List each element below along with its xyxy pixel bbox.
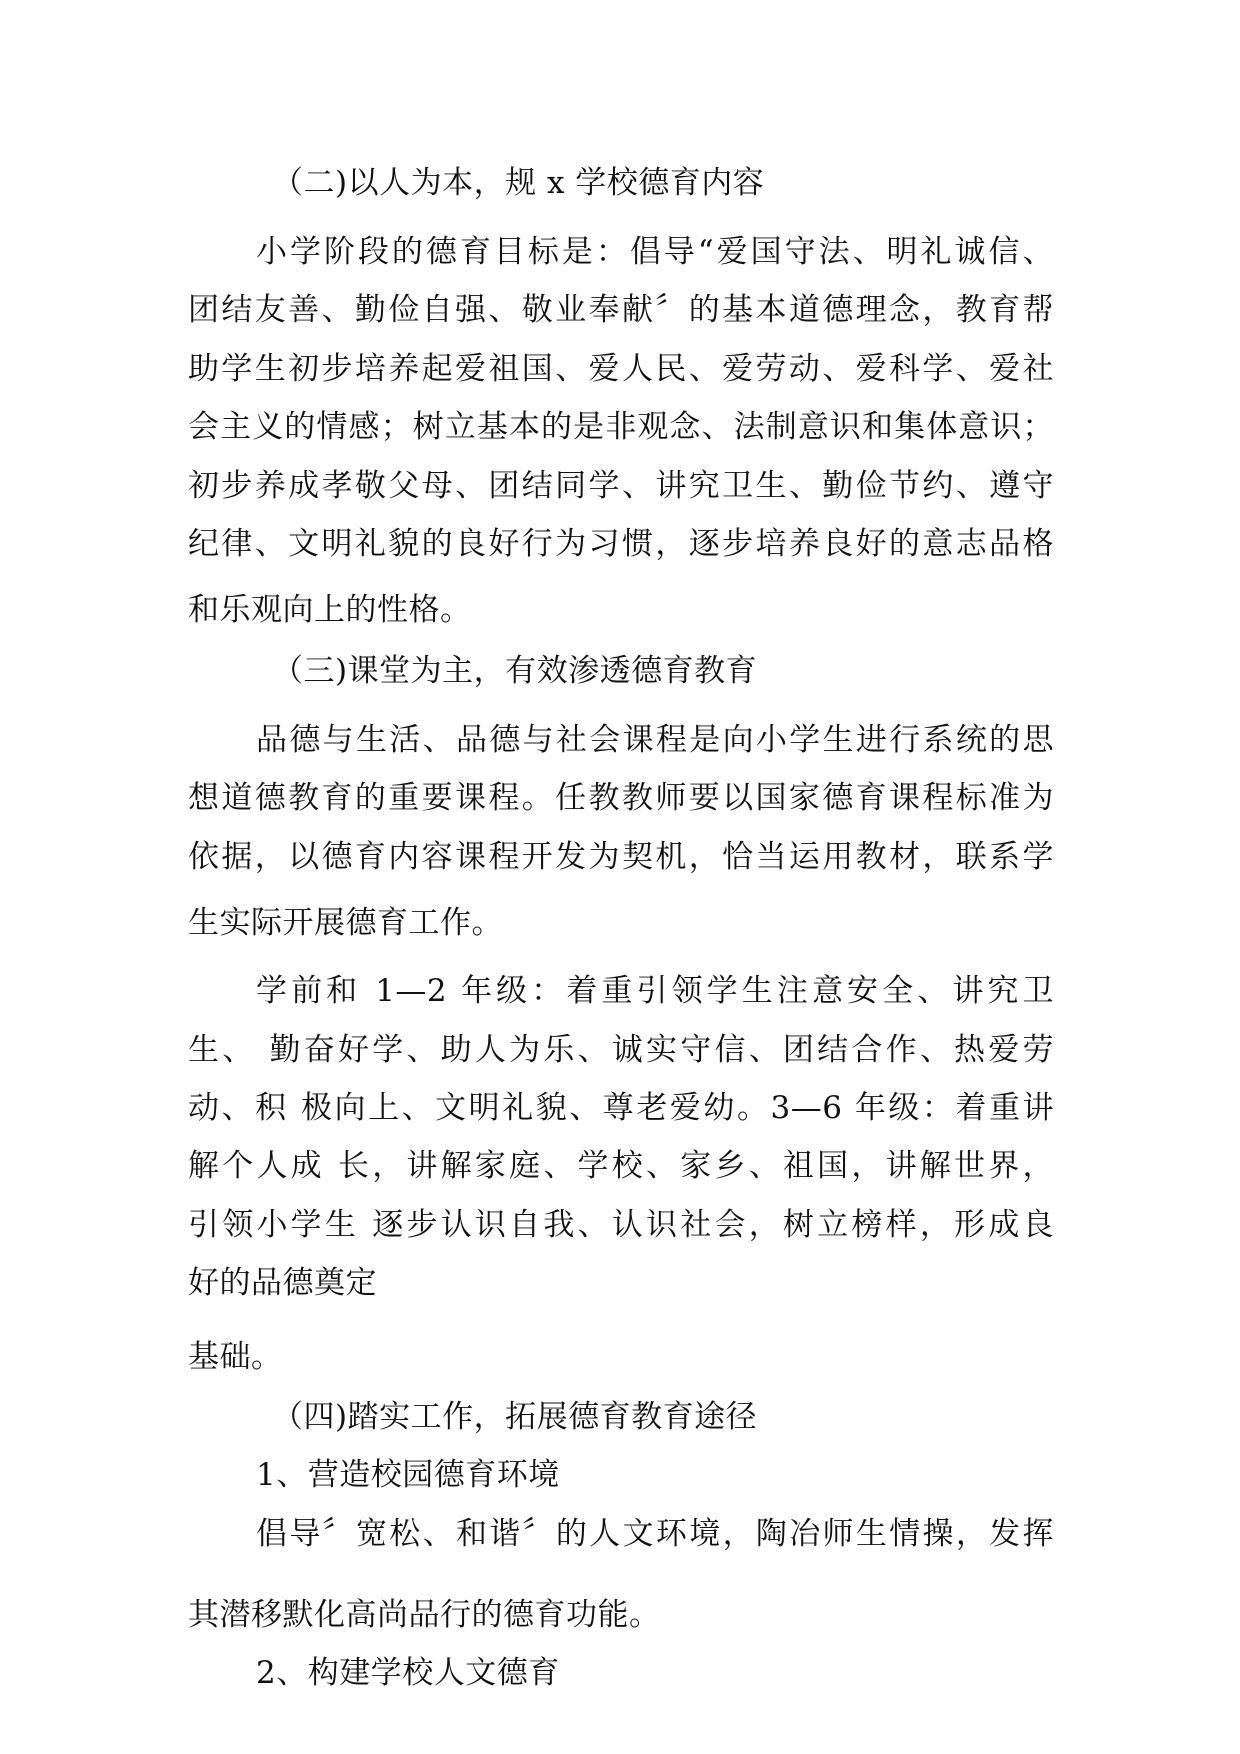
paragraph-line: 生、 勤奋好学、助人为乐、诚实守信、团结合作、热爱劳 [188,1032,1054,1068]
paragraph-line: 团结友善、勤俭自强、敬业奉献〞的基本道德理念，教育帮 [188,292,1054,328]
section-heading-2: （二)以人为本，规 x 学校德育内容 [272,165,765,201]
paragraph-line: 解个人成 长，讲解家庭、学校、家乡、祖国，讲解世界， [188,1148,1054,1184]
paragraph-line: 初步养成孝敬父母、团结同学、讲究卫生、勤俭节约、遵守 [188,468,1054,504]
section-heading-3: （三)课堂为主，有效渗透德育教育 [272,653,758,689]
paragraph-line: 基础。 [188,1339,283,1375]
paragraph-line: 助学生初步培养起爱祖国、爱人民、爱劳动、爱科学、爱社 [188,351,1054,387]
section-heading-4: （四)踏实工作，拓展德育教育途径 [272,1399,758,1435]
paragraph-line: 品德与生活、品德与社会课程是向小学生进行系统的思 [256,722,1054,758]
paragraph-line: 动、积 极向上、文明礼貌、尊老爱幼。3—6 年级：着重讲 [188,1090,1054,1126]
list-item-title: 2、构建学校人文德育 [256,1655,560,1691]
paragraph-line: 引领小学生 逐步认识自我、认识社会，树立榜样，形成良 [188,1207,1054,1243]
paragraph-line: 会主义的情感；树立基本的是非观念、法制意识和集体意识； [188,409,1054,445]
list-item-title: 1、营造校园德育环境 [256,1457,560,1493]
paragraph-line: 纪律、文明礼貌的良好行为习惯，逐步培养良好的意志品格 [188,526,1054,562]
paragraph-line: 和乐观向上的性格。 [188,592,472,628]
paragraph-line: 依据，以德育内容课程开发为契机，恰当运用教材，联系学 [188,839,1054,875]
paragraph-line: 好的品德奠定 [188,1265,377,1301]
paragraph-line: 生实际开展德育工作。 [188,905,503,941]
paragraph-line: 想道德教育的重要课程。任教教师要以国家德育课程标准为 [188,780,1054,816]
paragraph-line: 其潜移默化高尚品行的德育功能。 [188,1597,661,1633]
paragraph-line: 倡导〞宽松、和谐〞的人文环境，陶冶师生情操，发挥 [256,1516,1054,1552]
paragraph-line: 学前和 1—2 年级：着重引领学生注意安全、讲究卫 [256,973,1054,1009]
paragraph-line: 小学阶段的德育目标是：倡导“爱国守法、明礼诚信、 [256,234,1054,270]
